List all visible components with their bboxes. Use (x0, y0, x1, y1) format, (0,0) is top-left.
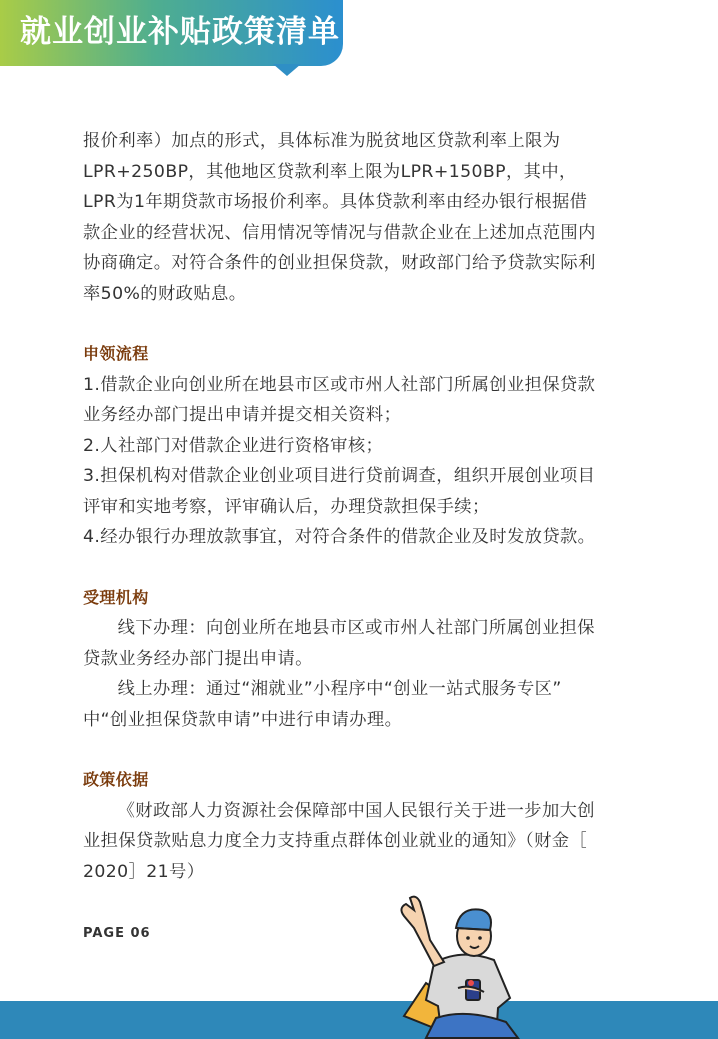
intro-line: LPR为1年期贷款市场报价利率。具体贷款利率由经办银行根据借 (83, 192, 588, 212)
basis-paragraph (83, 796, 643, 888)
process-list (83, 370, 643, 553)
banner-notch (273, 64, 301, 76)
process-line: 3.担保机构对借款企业创业项目进行贷前调查，组织开展创业项目 (83, 466, 596, 486)
intro-paragraph (83, 126, 643, 309)
intro-line: LPR+250BP，其他地区贷款利率上限为LPR+150BP，其中， (83, 161, 577, 182)
agency-offline-line: 贷款业务经办部门提出申请。 (83, 648, 313, 669)
intro-line: 率50%的财政贴息。 (83, 283, 247, 304)
agency-online-line: 线上办理：通过“湘就业”小程序中“创业一站式服务专区” (117, 679, 562, 699)
process-line: 2.人社部门对借款企业进行资格审核； (83, 435, 384, 456)
agency-offline-line: 线下办理：向创业所在地县市区或市州人社部门所属创业担保 (117, 618, 595, 638)
intro-line: 款企业的经营状况、信用情况等情况与借款企业在上述加点范围内 (83, 222, 596, 243)
page-number: PAGE 06 (83, 926, 151, 941)
agency-heading: 受理机构 (83, 587, 149, 607)
intro-line: 报价利率）加点的形式，具体标准为脱贫地区贷款利率上限为 (83, 131, 561, 151)
basis-line: 2020］21号） (83, 861, 205, 882)
process-heading: 申领流程 (83, 344, 149, 363)
process-line: 1.借款企业向创业所在地县市区或市州人社部门所属创业担保贷款 (83, 374, 596, 395)
process-line: 业务经办部门提出申请并提交相关资料； (83, 405, 402, 425)
basis-line: 《财政部人力资源社会保障部中国人民银行关于进一步加大创 (117, 800, 595, 821)
agency-online-line: 中“创业担保贷款申请”中进行申请办理。 (83, 709, 403, 730)
basis-line: 业担保贷款贴息力度全力支持重点群体创业就业的通知》（财金［ (83, 831, 588, 851)
agency-offline (83, 613, 643, 674)
process-line: 评审和实地考察，评审确认后，办理贷款担保手续； (83, 496, 490, 517)
agency-online (83, 674, 643, 735)
document-body (83, 126, 643, 887)
footer-bar (0, 1001, 718, 1039)
page-title: 就业创业补贴政策清单 (20, 14, 340, 50)
process-line: 4.经办银行办理放款事宜，对符合条件的借款企业及时发放贷款。 (83, 527, 596, 547)
intro-line: 协商确定。对符合条件的创业担保贷款，财政部门给予贷款实际利 (83, 253, 596, 273)
basis-heading: 政策依据 (83, 770, 149, 789)
waving-person-illustration (386, 888, 536, 1039)
